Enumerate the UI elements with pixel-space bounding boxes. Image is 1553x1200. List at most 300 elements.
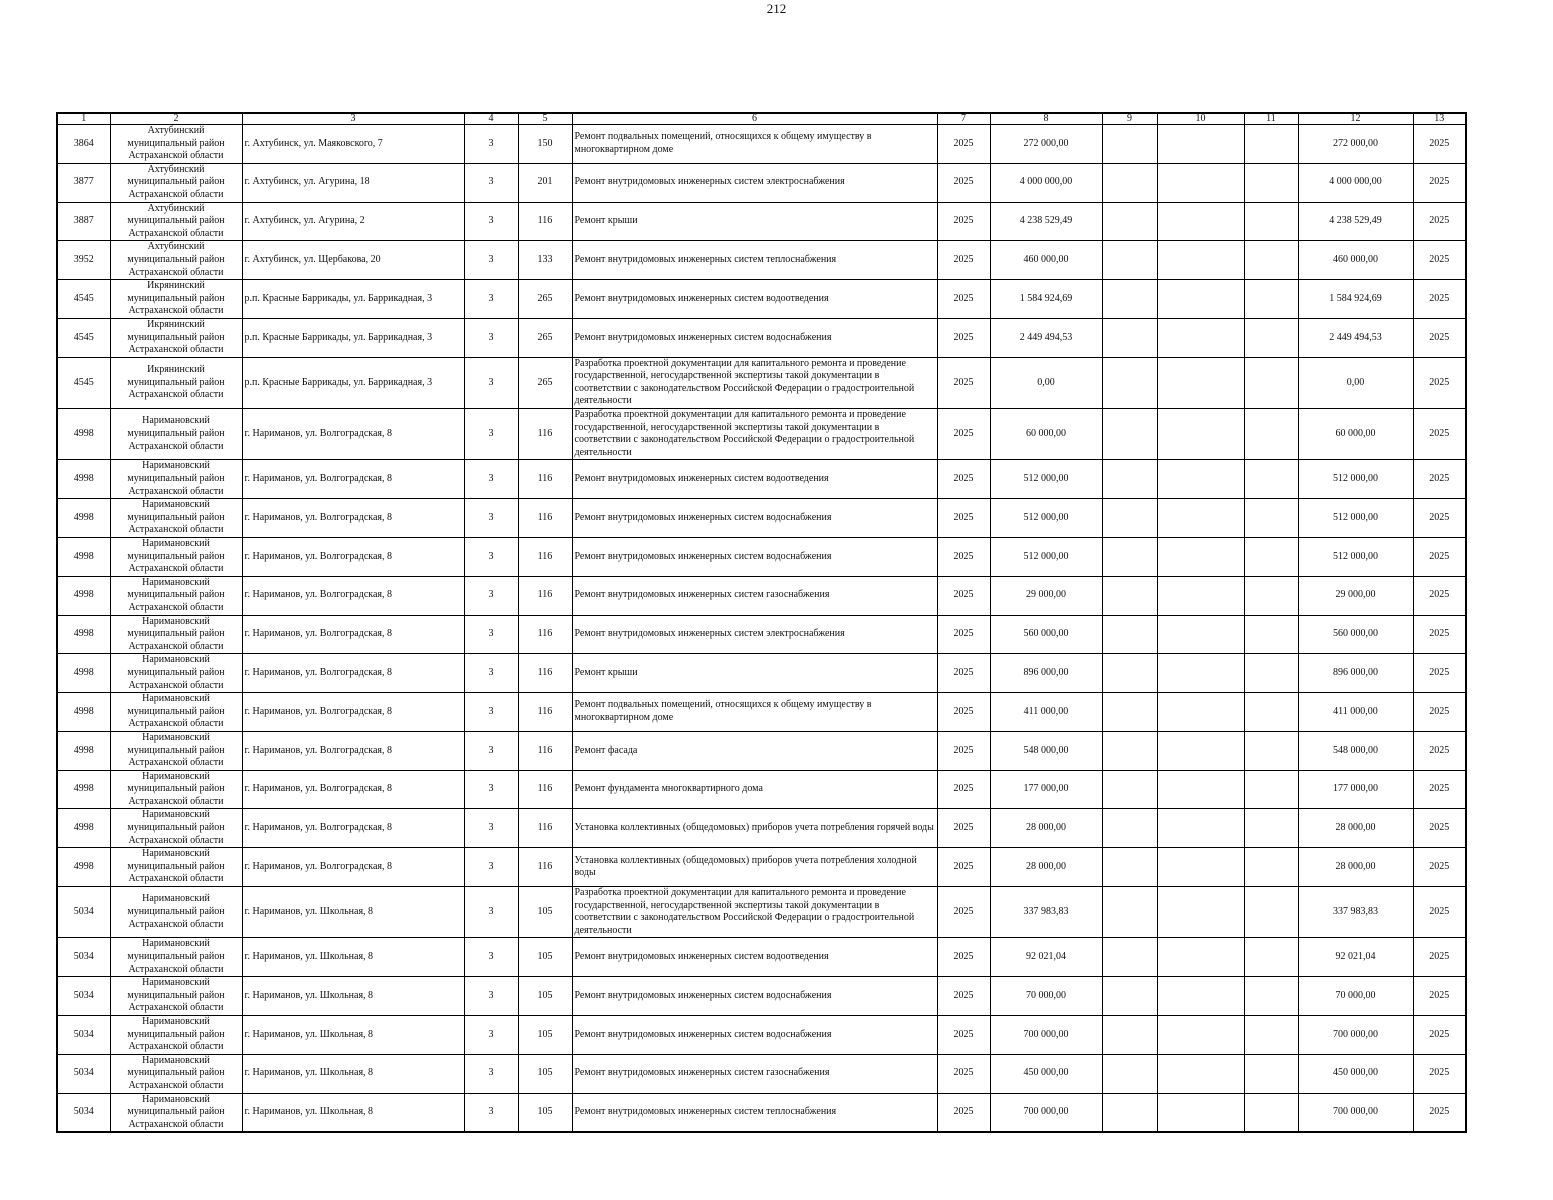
local-budget-cell [1244, 499, 1298, 538]
local-budget-cell [1244, 809, 1298, 848]
fund-share-cell [1102, 693, 1157, 732]
start-year-cell: 2025 [937, 693, 990, 732]
address-cell: г. Нариманов, ул. Волгоградская, 8 [242, 460, 464, 499]
regional-budget-cell [1157, 576, 1244, 615]
address-cell: г. Нариманов, ул. Школьная, 8 [242, 1054, 464, 1093]
municipality-cell: Наримановский муниципальный район Астраханской области [110, 731, 242, 770]
category-cell: 3 [464, 163, 518, 202]
total-cost-cell: 896 000,00 [990, 654, 1102, 693]
work-type-cell: Ремонт внутридомовых инженерных систем водоснабжения [572, 538, 937, 577]
total-cost-cell: 29 000,00 [990, 576, 1102, 615]
work-type-cell: Ремонт внутридомовых инженерных систем теплоснабжения [572, 1093, 937, 1132]
start-year-cell: 2025 [937, 1054, 990, 1093]
object-id-cell: 4998 [57, 576, 110, 615]
local-budget-cell [1244, 693, 1298, 732]
end-year-cell: 2025 [1413, 163, 1466, 202]
total-cost-cell: 512 000,00 [990, 538, 1102, 577]
fund-share-cell [1102, 654, 1157, 693]
work-type-cell: Ремонт внутридомовых инженерных систем водоотведения [572, 280, 937, 319]
house-count-cell: 105 [518, 977, 572, 1016]
house-count-cell: 265 [518, 357, 572, 408]
column-header: 3 [242, 113, 464, 125]
end-year-cell: 2025 [1413, 848, 1466, 887]
table-row [57, 1093, 1466, 1132]
end-year-cell: 2025 [1413, 1093, 1466, 1132]
house-count-cell: 105 [518, 938, 572, 977]
object-id-cell: 4998 [57, 538, 110, 577]
work-type-cell: Ремонт внутридомовых инженерных систем водоснабжения [572, 499, 937, 538]
start-year-cell: 2025 [937, 848, 990, 887]
address-cell: р.п. Красные Баррикады, ул. Баррикадная, 3 [242, 318, 464, 357]
fund-share-cell [1102, 977, 1157, 1016]
municipality-cell: Икрянинский муниципальный район Астраханской области [110, 280, 242, 319]
house-count-cell: 116 [518, 693, 572, 732]
start-year-cell: 2025 [937, 938, 990, 977]
object-id-cell: 4545 [57, 357, 110, 408]
owner-funds-cell: 1 584 924,69 [1298, 280, 1413, 319]
house-count-cell: 116 [518, 848, 572, 887]
category-cell: 3 [464, 460, 518, 499]
owner-funds-cell: 700 000,00 [1298, 1015, 1413, 1054]
end-year-cell: 2025 [1413, 538, 1466, 577]
object-id-cell: 5034 [57, 1015, 110, 1054]
category-cell: 3 [464, 125, 518, 164]
category-cell: 3 [464, 977, 518, 1016]
regional-budget-cell [1157, 731, 1244, 770]
total-cost-cell: 700 000,00 [990, 1015, 1102, 1054]
column-number-row [57, 113, 1466, 125]
work-type-cell: Ремонт внутридомовых инженерных систем водоотведения [572, 460, 937, 499]
object-id-cell: 4998 [57, 809, 110, 848]
table-row [57, 938, 1466, 977]
municipality-cell: Ахтубинский муниципальный район Астраханской области [110, 163, 242, 202]
local-budget-cell [1244, 731, 1298, 770]
work-type-cell: Ремонт внутридомовых инженерных систем электроснабжения [572, 615, 937, 654]
work-type-cell: Установка коллективных (общедомовых) приборов учета потребления горячей воды [572, 809, 937, 848]
table-body [57, 125, 1466, 1133]
total-cost-cell: 548 000,00 [990, 731, 1102, 770]
start-year-cell: 2025 [937, 1015, 990, 1054]
column-header: 5 [518, 113, 572, 125]
house-count-cell: 105 [518, 887, 572, 938]
category-cell: 3 [464, 654, 518, 693]
fund-share-cell [1102, 1054, 1157, 1093]
column-header: 9 [1102, 113, 1157, 125]
end-year-cell: 2025 [1413, 1015, 1466, 1054]
object-id-cell: 4998 [57, 693, 110, 732]
municipality-cell: Ахтубинский муниципальный район Астраханской области [110, 241, 242, 280]
local-budget-cell [1244, 977, 1298, 1016]
end-year-cell: 2025 [1413, 887, 1466, 938]
fund-share-cell [1102, 938, 1157, 977]
address-cell: г. Нариманов, ул. Волгоградская, 8 [242, 693, 464, 732]
work-type-cell: Ремонт внутридомовых инженерных систем газоснабжения [572, 1054, 937, 1093]
category-cell: 3 [464, 887, 518, 938]
address-cell: г. Нариманов, ул. Школьная, 8 [242, 938, 464, 977]
address-cell: г. Нариманов, ул. Волгоградская, 8 [242, 538, 464, 577]
fund-share-cell [1102, 887, 1157, 938]
local-budget-cell [1244, 163, 1298, 202]
regional-budget-cell [1157, 538, 1244, 577]
total-cost-cell: 60 000,00 [990, 409, 1102, 460]
regional-budget-cell [1157, 460, 1244, 499]
object-id-cell: 4998 [57, 499, 110, 538]
work-type-cell: Разработка проектной документации для капитального ремонта и проведение государственной, негосударственной экспертизы такой документации в соответствии с законодательством Российской Федерации о градостроительной деятельности [572, 409, 937, 460]
owner-funds-cell: 60 000,00 [1298, 409, 1413, 460]
owner-funds-cell: 4 000 000,00 [1298, 163, 1413, 202]
municipality-cell: Наримановский муниципальный район Астраханской области [110, 538, 242, 577]
house-count-cell: 116 [518, 809, 572, 848]
table-row [57, 499, 1466, 538]
work-type-cell: Ремонт крыши [572, 654, 937, 693]
start-year-cell: 2025 [937, 770, 990, 809]
house-count-cell: 116 [518, 731, 572, 770]
table-row [57, 125, 1466, 164]
table-row [57, 977, 1466, 1016]
end-year-cell: 2025 [1413, 977, 1466, 1016]
regional-budget-cell [1157, 1093, 1244, 1132]
end-year-cell: 2025 [1413, 615, 1466, 654]
fund-share-cell [1102, 280, 1157, 319]
total-cost-cell: 512 000,00 [990, 499, 1102, 538]
total-cost-cell: 411 000,00 [990, 693, 1102, 732]
end-year-cell: 2025 [1413, 576, 1466, 615]
regional-budget-cell [1157, 163, 1244, 202]
object-id-cell: 4998 [57, 615, 110, 654]
start-year-cell: 2025 [937, 731, 990, 770]
object-id-cell: 5034 [57, 887, 110, 938]
house-count-cell: 116 [518, 770, 572, 809]
municipality-cell: Ахтубинский муниципальный район Астраханской области [110, 125, 242, 164]
category-cell: 3 [464, 202, 518, 241]
municipality-cell: Наримановский муниципальный район Астраханской области [110, 770, 242, 809]
repair-register-table [56, 112, 1467, 1133]
regional-budget-cell [1157, 1054, 1244, 1093]
column-header: 10 [1157, 113, 1244, 125]
end-year-cell: 2025 [1413, 125, 1466, 164]
start-year-cell: 2025 [937, 409, 990, 460]
table-row [57, 731, 1466, 770]
end-year-cell: 2025 [1413, 409, 1466, 460]
municipality-cell: Наримановский муниципальный район Астраханской области [110, 848, 242, 887]
owner-funds-cell: 512 000,00 [1298, 460, 1413, 499]
table-row [57, 1054, 1466, 1093]
municipality-cell: Наримановский муниципальный район Астраханской области [110, 615, 242, 654]
local-budget-cell [1244, 770, 1298, 809]
address-cell: р.п. Красные Баррикады, ул. Баррикадная, 3 [242, 357, 464, 408]
fund-share-cell [1102, 538, 1157, 577]
regional-budget-cell [1157, 499, 1244, 538]
start-year-cell: 2025 [937, 125, 990, 164]
start-year-cell: 2025 [937, 538, 990, 577]
regional-budget-cell [1157, 409, 1244, 460]
start-year-cell: 2025 [937, 460, 990, 499]
start-year-cell: 2025 [937, 977, 990, 1016]
fund-share-cell [1102, 731, 1157, 770]
regional-budget-cell [1157, 938, 1244, 977]
municipality-cell: Наримановский муниципальный район Астраханской области [110, 460, 242, 499]
table-row [57, 848, 1466, 887]
municipality-cell: Наримановский муниципальный район Астраханской области [110, 693, 242, 732]
total-cost-cell: 272 000,00 [990, 125, 1102, 164]
address-cell: г. Нариманов, ул. Волгоградская, 8 [242, 576, 464, 615]
municipality-cell: Наримановский муниципальный район Астраханской области [110, 654, 242, 693]
house-count-cell: 116 [518, 202, 572, 241]
column-header: 2 [110, 113, 242, 125]
object-id-cell: 3952 [57, 241, 110, 280]
local-budget-cell [1244, 615, 1298, 654]
work-type-cell: Ремонт внутридомовых инженерных систем водоотведения [572, 938, 937, 977]
table-row [57, 280, 1466, 319]
total-cost-cell: 512 000,00 [990, 460, 1102, 499]
total-cost-cell: 177 000,00 [990, 770, 1102, 809]
object-id-cell: 4998 [57, 460, 110, 499]
category-cell: 3 [464, 848, 518, 887]
table-row [57, 538, 1466, 577]
table-row [57, 409, 1466, 460]
end-year-cell: 2025 [1413, 809, 1466, 848]
column-header: 6 [572, 113, 937, 125]
total-cost-cell: 560 000,00 [990, 615, 1102, 654]
regional-budget-cell [1157, 977, 1244, 1016]
house-count-cell: 105 [518, 1054, 572, 1093]
house-count-cell: 105 [518, 1015, 572, 1054]
address-cell: г. Нариманов, ул. Волгоградская, 8 [242, 499, 464, 538]
table-row [57, 202, 1466, 241]
category-cell: 3 [464, 1093, 518, 1132]
table-row [57, 654, 1466, 693]
address-cell: г. Ахтубинск, ул. Маяковского, 7 [242, 125, 464, 164]
end-year-cell: 2025 [1413, 693, 1466, 732]
table-row [57, 770, 1466, 809]
work-type-cell: Установка коллективных (общедомовых) приборов учета потребления холодной воды [572, 848, 937, 887]
owner-funds-cell: 0,00 [1298, 357, 1413, 408]
house-count-cell: 116 [518, 538, 572, 577]
category-cell: 3 [464, 318, 518, 357]
category-cell: 3 [464, 357, 518, 408]
category-cell: 3 [464, 770, 518, 809]
end-year-cell: 2025 [1413, 460, 1466, 499]
end-year-cell: 2025 [1413, 770, 1466, 809]
owner-funds-cell: 548 000,00 [1298, 731, 1413, 770]
municipality-cell: Икрянинский муниципальный район Астраханской области [110, 318, 242, 357]
fund-share-cell [1102, 202, 1157, 241]
house-count-cell: 265 [518, 318, 572, 357]
municipality-cell: Наримановский муниципальный район Астраханской области [110, 887, 242, 938]
local-budget-cell [1244, 280, 1298, 319]
owner-funds-cell: 896 000,00 [1298, 654, 1413, 693]
owner-funds-cell: 460 000,00 [1298, 241, 1413, 280]
fund-share-cell [1102, 1015, 1157, 1054]
column-header: 1 [57, 113, 110, 125]
total-cost-cell: 2 449 494,53 [990, 318, 1102, 357]
category-cell: 3 [464, 731, 518, 770]
end-year-cell: 2025 [1413, 499, 1466, 538]
house-count-cell: 105 [518, 1093, 572, 1132]
category-cell: 3 [464, 499, 518, 538]
category-cell: 3 [464, 241, 518, 280]
local-budget-cell [1244, 357, 1298, 408]
owner-funds-cell: 337 983,83 [1298, 887, 1413, 938]
total-cost-cell: 4 238 529,49 [990, 202, 1102, 241]
house-count-cell: 133 [518, 241, 572, 280]
local-budget-cell [1244, 460, 1298, 499]
local-budget-cell [1244, 654, 1298, 693]
fund-share-cell [1102, 770, 1157, 809]
work-type-cell: Ремонт внутридомовых инженерных систем водоснабжения [572, 977, 937, 1016]
table-row [57, 693, 1466, 732]
house-count-cell: 116 [518, 499, 572, 538]
start-year-cell: 2025 [937, 202, 990, 241]
address-cell: г. Нариманов, ул. Волгоградская, 8 [242, 770, 464, 809]
municipality-cell: Наримановский муниципальный район Астраханской области [110, 809, 242, 848]
column-header: 11 [1244, 113, 1298, 125]
address-cell: г. Нариманов, ул. Волгоградская, 8 [242, 848, 464, 887]
municipality-cell: Наримановский муниципальный район Астраханской области [110, 1015, 242, 1054]
address-cell: г. Нариманов, ул. Школьная, 8 [242, 887, 464, 938]
category-cell: 3 [464, 1015, 518, 1054]
object-id-cell: 4998 [57, 770, 110, 809]
start-year-cell: 2025 [937, 654, 990, 693]
address-cell: г. Нариманов, ул. Волгоградская, 8 [242, 409, 464, 460]
table-row [57, 357, 1466, 408]
page-number: 212 [766, 1, 787, 16]
table-row [57, 460, 1466, 499]
fund-share-cell [1102, 1093, 1157, 1132]
work-type-cell: Ремонт подвальных помещений, относящихся к общему имуществу в многоквартирном доме [572, 693, 937, 732]
category-cell: 3 [464, 409, 518, 460]
regional-budget-cell [1157, 615, 1244, 654]
object-id-cell: 4998 [57, 848, 110, 887]
owner-funds-cell: 70 000,00 [1298, 977, 1413, 1016]
total-cost-cell: 28 000,00 [990, 809, 1102, 848]
object-id-cell: 4998 [57, 731, 110, 770]
total-cost-cell: 700 000,00 [990, 1093, 1102, 1132]
owner-funds-cell: 512 000,00 [1298, 499, 1413, 538]
address-cell: р.п. Красные Баррикады, ул. Баррикадная, 3 [242, 280, 464, 319]
total-cost-cell: 0,00 [990, 357, 1102, 408]
owner-funds-cell: 28 000,00 [1298, 809, 1413, 848]
start-year-cell: 2025 [937, 318, 990, 357]
address-cell: г. Нариманов, ул. Волгоградская, 8 [242, 809, 464, 848]
local-budget-cell [1244, 318, 1298, 357]
house-count-cell: 116 [518, 460, 572, 499]
owner-funds-cell: 560 000,00 [1298, 615, 1413, 654]
owner-funds-cell: 272 000,00 [1298, 125, 1413, 164]
municipality-cell: Наримановский муниципальный район Астраханской области [110, 977, 242, 1016]
owner-funds-cell: 4 238 529,49 [1298, 202, 1413, 241]
fund-share-cell [1102, 848, 1157, 887]
category-cell: 3 [464, 809, 518, 848]
house-count-cell: 201 [518, 163, 572, 202]
owner-funds-cell: 177 000,00 [1298, 770, 1413, 809]
work-type-cell: Ремонт внутридомовых инженерных систем электроснабжения [572, 163, 937, 202]
total-cost-cell: 4 000 000,00 [990, 163, 1102, 202]
start-year-cell: 2025 [937, 280, 990, 319]
work-type-cell: Ремонт крыши [572, 202, 937, 241]
start-year-cell: 2025 [937, 615, 990, 654]
object-id-cell: 3864 [57, 125, 110, 164]
total-cost-cell: 460 000,00 [990, 241, 1102, 280]
regional-budget-cell [1157, 357, 1244, 408]
category-cell: 3 [464, 693, 518, 732]
total-cost-cell: 92 021,04 [990, 938, 1102, 977]
local-budget-cell [1244, 241, 1298, 280]
address-cell: г. Нариманов, ул. Школьная, 8 [242, 977, 464, 1016]
end-year-cell: 2025 [1413, 731, 1466, 770]
table-row [57, 163, 1466, 202]
local-budget-cell [1244, 125, 1298, 164]
fund-share-cell [1102, 576, 1157, 615]
local-budget-cell [1244, 938, 1298, 977]
start-year-cell: 2025 [937, 1093, 990, 1132]
start-year-cell: 2025 [937, 499, 990, 538]
local-budget-cell [1244, 848, 1298, 887]
house-count-cell: 150 [518, 125, 572, 164]
fund-share-cell [1102, 615, 1157, 654]
object-id-cell: 4545 [57, 318, 110, 357]
category-cell: 3 [464, 576, 518, 615]
fund-share-cell [1102, 499, 1157, 538]
fund-share-cell [1102, 409, 1157, 460]
regional-budget-cell [1157, 1015, 1244, 1054]
address-cell: г. Нариманов, ул. Школьная, 8 [242, 1015, 464, 1054]
end-year-cell: 2025 [1413, 202, 1466, 241]
regional-budget-cell [1157, 654, 1244, 693]
address-cell: г. Ахтубинск, ул. Агурина, 18 [242, 163, 464, 202]
fund-share-cell [1102, 125, 1157, 164]
owner-funds-cell: 29 000,00 [1298, 576, 1413, 615]
regional-budget-cell [1157, 125, 1244, 164]
municipality-cell: Наримановский муниципальный район Астраханской области [110, 1054, 242, 1093]
fund-share-cell [1102, 163, 1157, 202]
local-budget-cell [1244, 538, 1298, 577]
object-id-cell: 4998 [57, 654, 110, 693]
local-budget-cell [1244, 1054, 1298, 1093]
municipality-cell: Наримановский муниципальный район Астраханской области [110, 1093, 242, 1132]
regional-budget-cell [1157, 318, 1244, 357]
column-header: 12 [1298, 113, 1413, 125]
work-type-cell: Ремонт внутридомовых инженерных систем водоснабжения [572, 1015, 937, 1054]
table-row [57, 318, 1466, 357]
regional-budget-cell [1157, 693, 1244, 732]
category-cell: 3 [464, 1054, 518, 1093]
work-type-cell: Ремонт внутридомовых инженерных систем теплоснабжения [572, 241, 937, 280]
end-year-cell: 2025 [1413, 938, 1466, 977]
municipality-cell: Наримановский муниципальный район Астраханской области [110, 409, 242, 460]
start-year-cell: 2025 [937, 887, 990, 938]
regional-budget-cell [1157, 887, 1244, 938]
address-cell: г. Нариманов, ул. Школьная, 8 [242, 1093, 464, 1132]
municipality-cell: Наримановский муниципальный район Астраханской области [110, 499, 242, 538]
local-budget-cell [1244, 1093, 1298, 1132]
fund-share-cell [1102, 460, 1157, 499]
start-year-cell: 2025 [937, 576, 990, 615]
object-id-cell: 3887 [57, 202, 110, 241]
category-cell: 3 [464, 615, 518, 654]
work-type-cell: Ремонт подвальных помещений, относящихся к общему имуществу в многоквартирном доме [572, 125, 937, 164]
municipality-cell: Ахтубинский муниципальный район Астраханской области [110, 202, 242, 241]
house-count-cell: 116 [518, 654, 572, 693]
start-year-cell: 2025 [937, 163, 990, 202]
municipality-cell: Икрянинский муниципальный район Астраханской области [110, 357, 242, 408]
column-header: 4 [464, 113, 518, 125]
object-id-cell: 5034 [57, 1093, 110, 1132]
owner-funds-cell: 411 000,00 [1298, 693, 1413, 732]
total-cost-cell: 337 983,83 [990, 887, 1102, 938]
object-id-cell: 3877 [57, 163, 110, 202]
work-type-cell: Ремонт внутридомовых инженерных систем водоснабжения [572, 318, 937, 357]
